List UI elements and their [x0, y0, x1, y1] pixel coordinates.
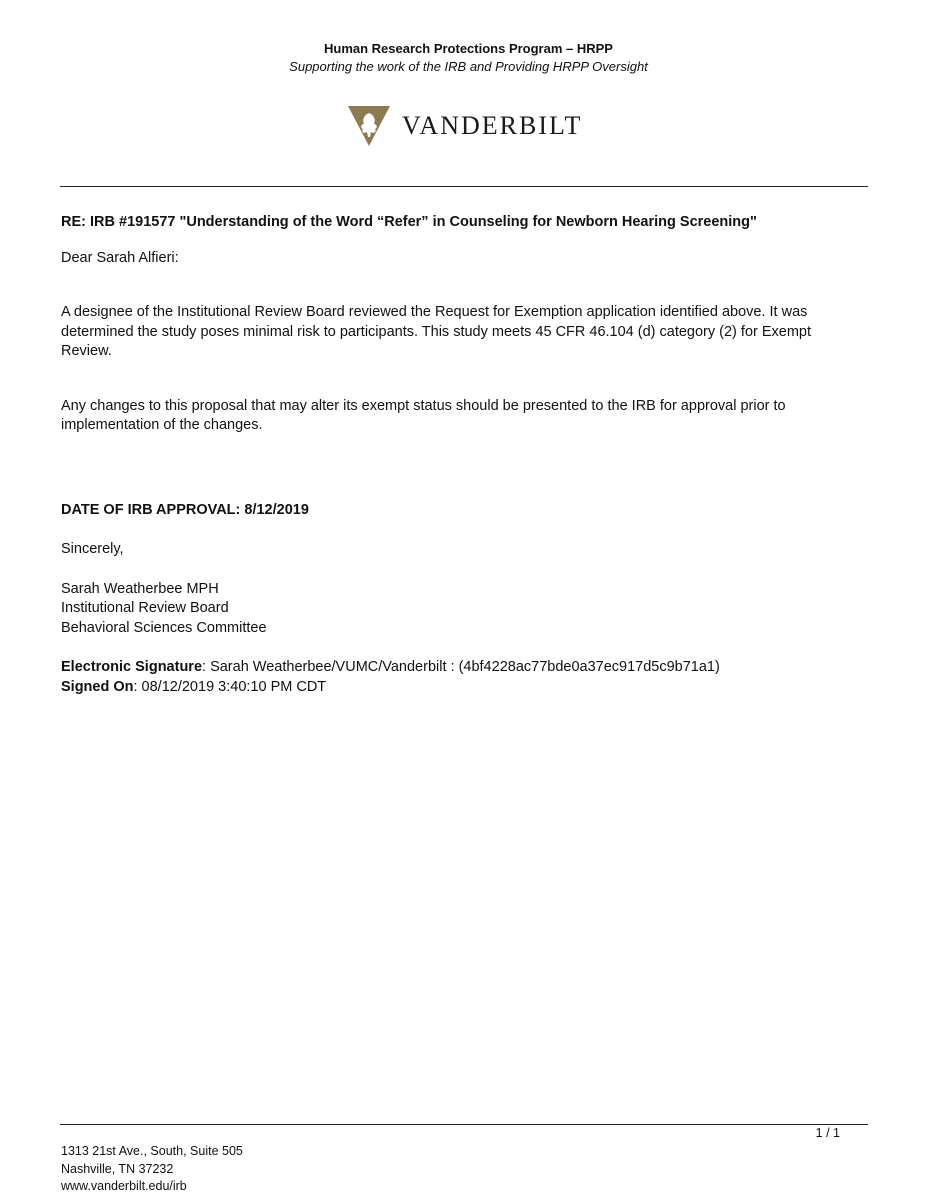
signer-name: Sarah Weatherbee MPH — [61, 580, 219, 597]
program-title: Human Research Protections Program – HRPP — [324, 41, 613, 56]
footer-divider — [60, 1124, 868, 1125]
website-link[interactable]: www.vanderbilt.edu/irb — [61, 1179, 187, 1193]
esig-value: : Sarah Weatherbee/VUMC/Vanderbilt : (4bf4228ac77bde0a37ec917d5c9b71a1) — [202, 659, 720, 675]
logo-wordmark: VANDERBILT — [402, 111, 583, 140]
signer-org: Institutional Review Board — [61, 600, 229, 616]
signed-on-value: : 08/12/2019 3:40:10 PM CDT — [133, 678, 327, 695]
vanderbilt-logo — [348, 106, 582, 146]
header-divider — [60, 186, 868, 187]
signer-committee: Behavioral Sciences Committee — [61, 619, 267, 636]
subject-line: RE: IRB #191577 "Understanding of the Word “Refer” in Counseling for Newborn Hearing Screening" — [61, 214, 757, 230]
approval-date: DATE OF IRB APPROVAL: 8/12/2019 — [61, 501, 309, 518]
signer-block — [61, 580, 861, 639]
letter-body — [61, 213, 861, 697]
program-subtitle: Supporting the work of the IRB and Providing HRPP Oversight — [289, 59, 648, 74]
electronic-signature — [61, 658, 861, 678]
esig-label: Electronic Signature — [61, 659, 203, 675]
vanderbilt-v-oak-leaf-icon — [348, 106, 390, 146]
address-line-2: Nashville, TN 37232 — [61, 1161, 174, 1176]
exemption-paragraph: A designee of the Institutional Review Board reviewed the Request for Exemption application identified above. It was determined the study poses minimal risk to participants. This study meets 45 CFR 46.104 (d) category (2) for Exempt Review. — [61, 304, 812, 359]
page-number: 1 / 1 — [815, 1126, 840, 1140]
footer-address — [61, 1143, 243, 1196]
closing: Sincerely, — [61, 541, 124, 557]
address-line-1: 1313 21st Ave., South, Suite 505 — [61, 1144, 243, 1158]
changes-paragraph: Any changes to this proposal that may alter its exempt status should be presented to the IRB for approval prior to implementation of the changes. — [61, 397, 786, 433]
electronic-signature-block — [61, 658, 861, 697]
signed-on-label: Signed On — [61, 678, 134, 695]
letterhead — [0, 40, 937, 75]
salutation: Dear Sarah Alfieri: — [61, 249, 179, 266]
signed-on — [61, 678, 861, 698]
